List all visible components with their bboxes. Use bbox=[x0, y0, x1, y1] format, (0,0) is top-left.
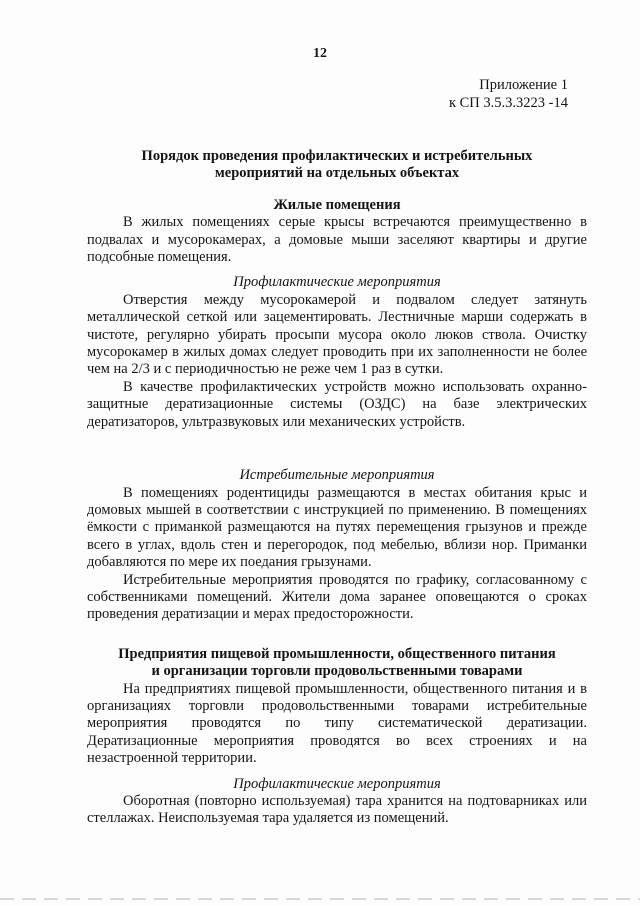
food-preventive-paragraph-1: Оборотная (повторно используемая) тара хранится на подтоварниках или стеллажах. Неиспользуемая тара удаляется из помещений. bbox=[87, 793, 587, 827]
residential-preventive-paragraph-2: В качестве профилактических устройств можно использовать охранно-защитные дератизационные системы (ОЗДС) на базе электрических дератизаторов, ультразвуковых или механических устройств. bbox=[87, 378, 587, 430]
subheading-preventive-residential: Профилактические мероприятия bbox=[233, 274, 441, 291]
section-heading-residential: Жилые помещения bbox=[273, 196, 401, 213]
subheading-preventive-food: Профилактические мероприятия bbox=[233, 775, 441, 792]
residential-exterminating-paragraph-1: В помещениях родентициды размещаются в местах обитания крыс и домовых мышей в соответствии с инструкцией по применению. В помещениях ёмкости с приманкой размещаются на путях перемещения грызунов и прежде всего в углах, вдоль стен и перегородок, под мебелью, вблизи нор. Приманки добавляются по мере их поедания грызунами. bbox=[87, 484, 587, 571]
document-body bbox=[87, 148, 587, 828]
residential-exterminating-paragraph-2: Истребительные мероприятия проводятся по графику, согласованному с собственниками помещений. Жители дома заранее оповещаются о сроках проведения дератизации и мерах предосторожности. bbox=[87, 571, 587, 623]
section-heading-food-industry bbox=[87, 646, 587, 681]
appendix-line-1: Приложение 1 bbox=[479, 77, 568, 93]
residential-preventive-paragraph-1: Отверстия между мусорокамерой и подвалом следует затянуть металлической сеткой или зацементировать. Лестничные марши содержать в чистоте, регулярно убирать просыпи мусора около люков ствола. Очистку мусорокамер в жилых домах следует проводить при их заполненности не более чем на 2/3 и с периодичностью не реже чем 1 раз в сутки. bbox=[87, 291, 587, 378]
appendix-reference bbox=[308, 76, 568, 112]
subheading-exterminating-residential: Истребительные мероприятия bbox=[239, 467, 435, 484]
food-heading-line-2: и организации торговли продовольственными товарами bbox=[151, 663, 523, 680]
residential-intro-paragraph: В жилых помещениях серые крысы встречаются преимущественно в подвалах и мусорокамерах, а домовые мыши заселяют квартиры и другие подсобные помещения. bbox=[87, 214, 587, 266]
document-title-line-2: мероприятий на отдельных объектах bbox=[214, 165, 460, 182]
page-bottom-scan-line bbox=[0, 898, 640, 900]
document-title-line-1: Порядок проведения профилактических и истребительных bbox=[141, 148, 533, 164]
page-number: 12 bbox=[313, 46, 327, 61]
food-industry-intro-paragraph: На предприятиях пищевой промышленности, общественного питания и в организациях торговли продовольственными товарами истребительные мероприятия проводятся по типу систематической дератизации. Дератизационные мероприятия проводятся во всех строениях и на незастроенной территории. bbox=[87, 680, 587, 767]
food-heading-line-1: Предприятия пищевой промышленности, общественного питания bbox=[118, 645, 556, 662]
document-title bbox=[87, 148, 587, 183]
appendix-line-2: к СП 3.5.3.3223 -14 bbox=[448, 95, 568, 111]
